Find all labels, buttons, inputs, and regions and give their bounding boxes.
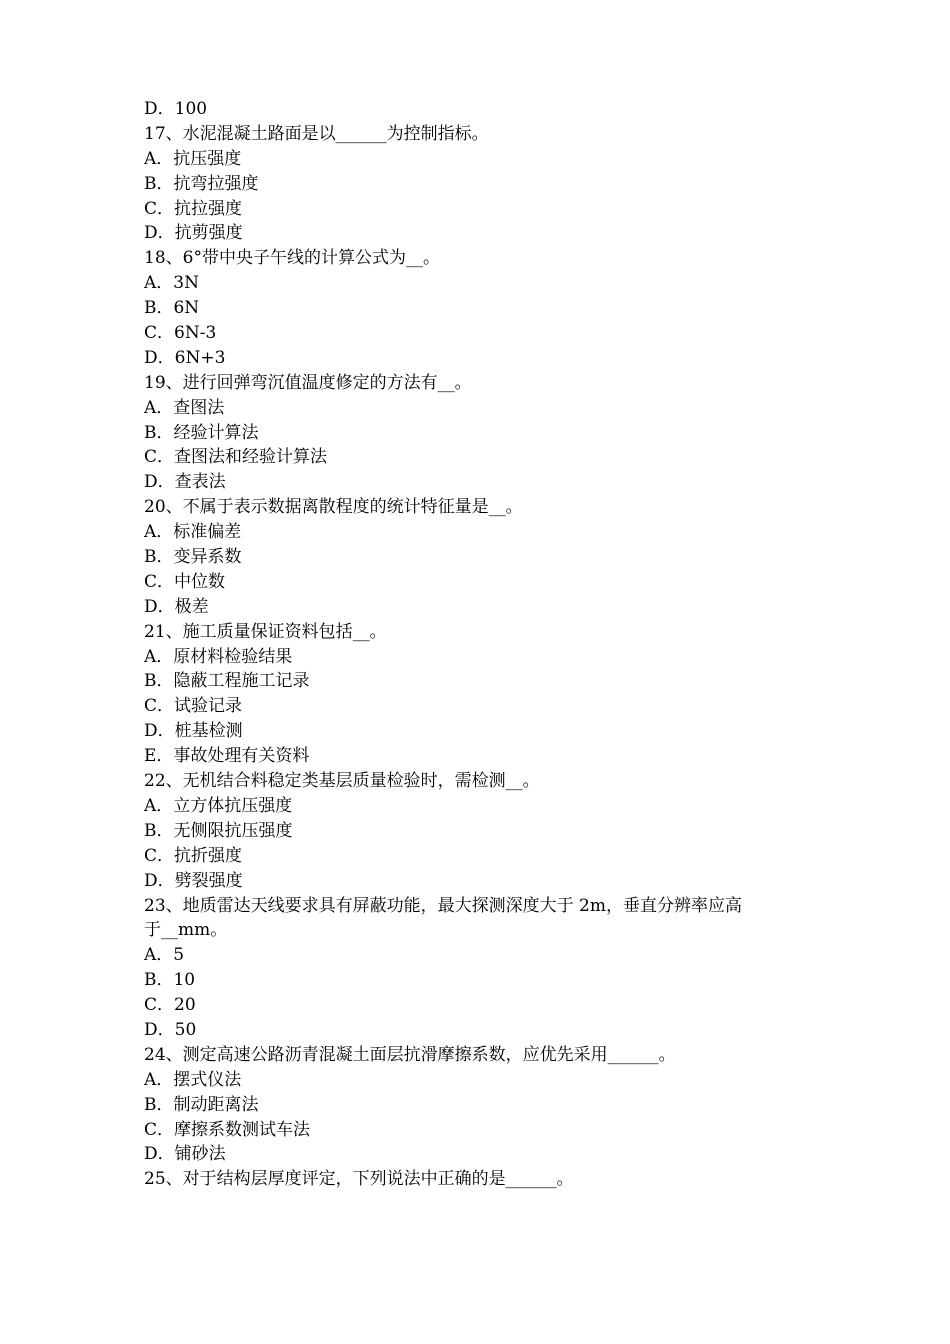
option-c: C．试验记录: [144, 696, 243, 717]
question-18: 18、6°带中央子午线的计算公式为__。: [144, 248, 440, 269]
option-d: D．50: [144, 1019, 197, 1040]
option-d: D．极差: [144, 596, 209, 617]
option-a: A．5: [144, 945, 185, 966]
option-d-100: D．100: [144, 99, 208, 119]
document-page: [144, 97, 814, 1192]
question-24: 24、测定高速公路沥青混凝土面层抗滑摩擦系数，应优先采用______。: [144, 1044, 676, 1065]
question-20: 20、不属于表示数据离散程度的统计特征量是__。: [144, 497, 523, 518]
option-c: C．20: [144, 995, 196, 1016]
option-b: B．无侧限抗压强度: [144, 820, 293, 841]
question-22: 22、无机结合料稳定类基层质量检验时，需检测__。: [144, 771, 540, 792]
option-d: D．桩基检测: [144, 721, 243, 742]
question-17: 17、水泥混凝土路面是以______为控制指标。: [144, 123, 489, 144]
option-b: B．6N: [144, 298, 200, 319]
option-c: C．抗折强度: [144, 845, 243, 866]
option-c: C．摩擦系数测试车法: [144, 1119, 311, 1140]
option-c: C．查图法和经验计算法: [144, 447, 328, 468]
option-d: D．抗剪强度: [144, 223, 243, 244]
option-d: D．劈裂强度: [144, 870, 243, 891]
option-a: A．立方体抗压强度: [144, 795, 293, 816]
option-a: A．抗压强度: [144, 148, 242, 169]
option-a: A．摆式仪法: [144, 1069, 242, 1090]
question-23-continuation: 于__mm。: [144, 920, 228, 941]
option-b: B．经验计算法: [144, 422, 259, 443]
question-25: 25、对于结构层厚度评定，下列说法中正确的是______。: [144, 1169, 574, 1190]
option-a: A．查图法: [144, 397, 225, 418]
option-d: D．查表法: [144, 472, 226, 493]
option-a: A．3N: [144, 273, 199, 294]
question-19: 19、进行回弹弯沉值温度修定的方法有__。: [144, 372, 472, 393]
option-b: B．制动距离法: [144, 1094, 259, 1115]
option-a: A．原材料检验结果: [144, 646, 293, 667]
option-c: C．中位数: [144, 571, 226, 592]
option-b: B．10: [144, 970, 196, 991]
question-21: 21、施工质量保证资料包括__。: [144, 621, 387, 642]
option-e: E．事故处理有关资料: [144, 746, 310, 767]
option-b: B．隐蔽工程施工记录: [144, 671, 310, 692]
option-a: A．标准偏差: [144, 522, 242, 543]
question-23: 23、地质雷达天线要求具有屏蔽功能，最大探测深度大于 2m，垂直分辨率应高: [144, 895, 742, 916]
option-c: C．6N-3: [144, 323, 217, 344]
option-d: D．6N+3: [144, 347, 226, 368]
option-d: D．铺砂法: [144, 1144, 226, 1165]
option-c: C．抗拉强度: [144, 198, 243, 219]
option-b: B．变异系数: [144, 547, 242, 568]
option-b: B．抗弯拉强度: [144, 173, 259, 194]
